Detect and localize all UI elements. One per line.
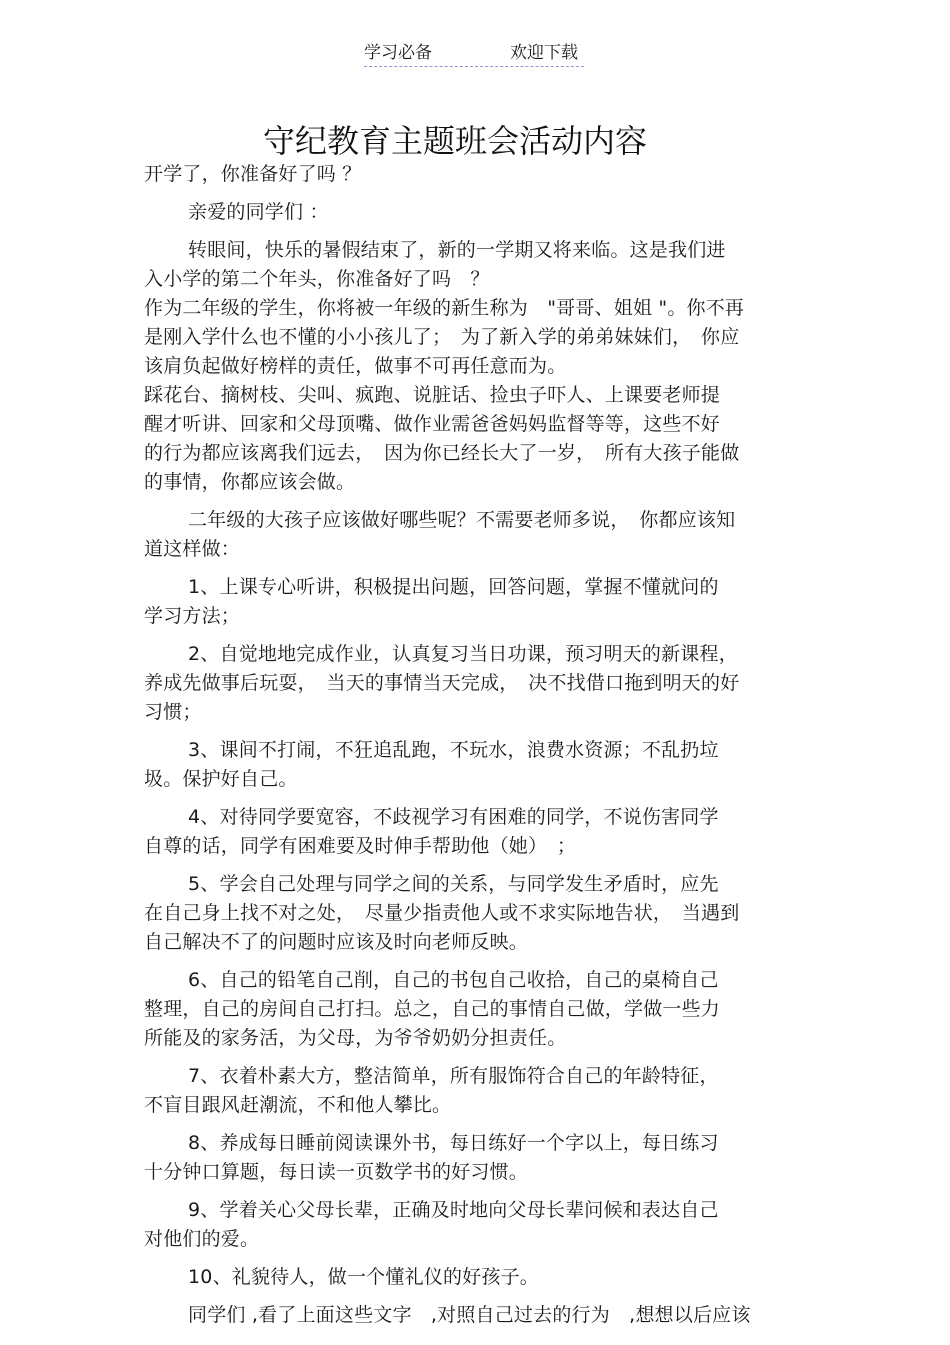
- document-title: 守纪教育主题班会活动内容: [262, 122, 647, 160]
- paragraph-line: 道这样做：: [144, 538, 241, 560]
- paragraph-line: 7、衣着朴素大方，整洁简单，所有服饰符合自己的年龄特征，: [188, 1065, 719, 1087]
- paragraph-line: 的行为都应该离我们远去， 因为你已经长大了一岁， 所有大孩子能做: [144, 442, 740, 464]
- paragraph-line: 学习方法；: [144, 605, 241, 627]
- paragraph-line: 自己解决不了的问题时应该及时向老师反映。: [144, 931, 529, 953]
- header-right-text: 欢迎下载: [510, 43, 578, 63]
- header-left-text: 学习必备: [364, 43, 432, 63]
- paragraph-line: 1、上课专心听讲，积极提出问题，回答问题，掌握不懂就问的: [188, 576, 719, 598]
- paragraph-line: 圾。保护好自己。: [144, 768, 298, 790]
- page-header: [364, 40, 584, 67]
- paragraph-line: 对他们的爱。: [144, 1228, 260, 1250]
- paragraph-line: 4、对待同学要宽容，不歧视学习有困难的同学，不说伤害同学: [188, 806, 719, 828]
- paragraph-line: 亲爱的同学们 ：: [188, 201, 329, 223]
- paragraph-line: 二年级的大孩子应该做好哪些呢？不需要老师多说， 你都应该知: [188, 509, 736, 531]
- paragraph-line: 8、养成每日睡前阅读课外书，每日练好一个字以上，每日练习: [188, 1132, 719, 1154]
- paragraph-line: 养成先做事后玩耍， 当天的事情当天完成， 决不找借口拖到明天的好: [144, 672, 740, 694]
- paragraph-line: 6、自己的铅笔自己削，自己的书包自己收拾，自己的桌椅自己: [188, 969, 719, 991]
- document-body: [144, 160, 844, 1330]
- paragraph-line: 整理，自己的房间自己打扫。总之，自己的事情自己做，学做一些力: [144, 998, 721, 1020]
- paragraph-line: 十分钟口算题，每日读一页数学书的好习惯。: [144, 1161, 529, 1183]
- paragraph-line: 入小学的第二个年头，你准备好了吗 ？: [144, 268, 490, 290]
- paragraph-line: 醒才听讲、回家和父母顶嘴、做作业需爸爸妈妈监督等等，这些不好: [144, 413, 721, 435]
- paragraph-line: 习惯；: [144, 701, 202, 723]
- paragraph-line: 的事情，你都应该会做。: [144, 471, 356, 493]
- paragraph-line: 2、自觉地地完成作业，认真复习当日功课，预习明天的新课程，: [188, 643, 738, 665]
- paragraph-line: 作为二年级的学生，你将被一年级的新生称为 "哥哥、姐姐 "。你不再: [144, 297, 745, 319]
- paragraph-line: 该肩负起做好榜样的责任，做事不可再任意而为。: [144, 355, 567, 377]
- paragraph-line: 5、学会自己处理与同学之间的关系，与同学发生矛盾时，应先: [188, 873, 719, 895]
- paragraph-line: 同学们 ,看了上面这些文字 ,对照自己过去的行为 ,想想以后应该: [188, 1304, 751, 1326]
- paragraph-line: 开学了，你准备好了吗 ？: [144, 163, 362, 185]
- paragraph-line: 不盲目跟风赶潮流，不和他人攀比。: [144, 1094, 452, 1116]
- paragraph-line: 所能及的家务活，为父母，为爷爷奶奶分担责任。: [144, 1027, 567, 1049]
- paragraph-line: 在自己身上找不对之处， 尽量少指责他人或不求实际地告状， 当遇到: [144, 902, 740, 924]
- paragraph-line: 自尊的话，同学有困难要及时伸手帮助他（她） ；: [144, 835, 577, 857]
- paragraph-line: 9、学着关心父母长辈，正确及时地向父母长辈问候和表达自己: [188, 1199, 719, 1221]
- paragraph-line: 10、礼貌待人，做一个懂礼仪的好孩子。: [188, 1266, 539, 1288]
- paragraph-line: 是刚入学什么也不懂的小小孩儿了； 为了新入学的弟弟妹妹们， 你应: [144, 326, 740, 348]
- paragraph-line: 转眼间，快乐的暑假结束了，新的一学期又将来临。这是我们进: [188, 239, 726, 261]
- paragraph-line: 3、课间不打闹，不狂追乱跑，不玩水，浪费水资源；不乱扔垃: [188, 739, 719, 761]
- paragraph-line: 踩花台、摘树枝、尖叫、疯跑、说脏话、捡虫子吓人、上课要老师提: [144, 384, 721, 406]
